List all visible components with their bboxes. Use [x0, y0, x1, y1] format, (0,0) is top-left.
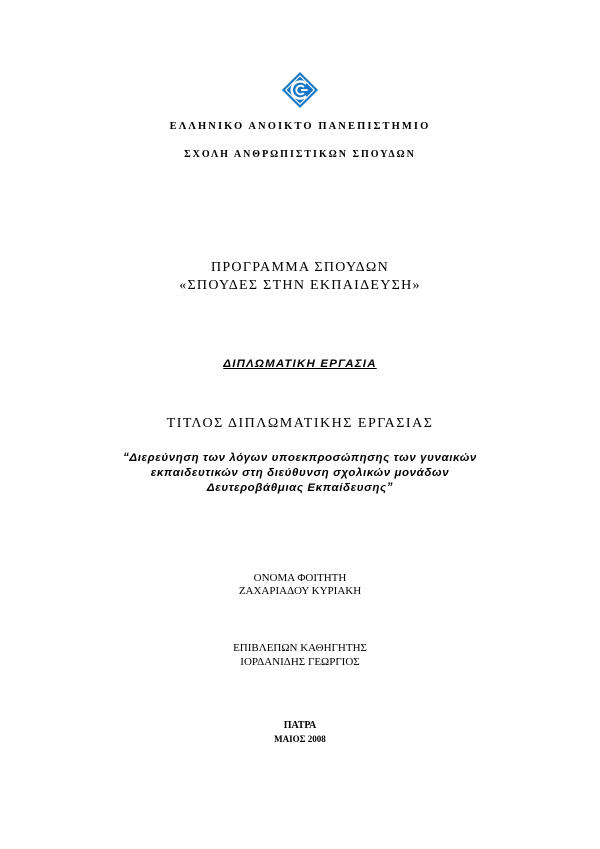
university-logo-icon [281, 71, 319, 109]
supervisor-label: ΕΠΙΒΛΕΠΩΝ ΚΑΘΗΓΗΤΗΣ [233, 642, 367, 654]
program-name: «ΣΠΟΥΔΕΣ ΣΤΗΝ ΕΚΠΑΙΔΕΥΣΗ» [179, 278, 421, 293]
thesis-title-line: εκπαιδευτικών στη διεύθυνση σχολικών μονάδων [150, 467, 450, 479]
supervisor-name: ΙΟΡΔΑΝΙΔΗΣ ΓΕΩΡΓΙΟΣ [240, 656, 360, 668]
city: ΠΑΤΡΑ [283, 720, 317, 731]
date: ΜΑΙΟΣ 2008 [274, 734, 326, 744]
thesis-title-label: ΤΙΤΛΟΣ ΔΙΠΛΩΜΑΤΙΚΗΣ ΕΡΓΑΣΙΑΣ [166, 416, 434, 431]
program-label: ΠΡΟΓΡΑΜΜΑ ΣΠΟΥΔΩΝ [210, 260, 390, 275]
thesis-title-line: Δευτεροβάθμιας Εκπαίδευσης” [206, 482, 394, 494]
school-name: ΣΧΟΛΗ ΑΝΘΡΩΠΙΣΤΙΚΩΝ ΣΠΟΥΔΩΝ [184, 149, 416, 160]
thesis-title-line: “Διερεύνηση των λόγων υποεκπροσώπησης των γυναικών [123, 452, 477, 464]
student-label: ΟΝΟΜΑ ΦΟΙΤΗΤΗ [253, 572, 347, 584]
thesis-heading: ΔΙΠΛΩΜΑΤΙΚΗ ΕΡΓΑΣΙΑ [223, 358, 377, 370]
student-name: ΖΑΧΑΡΙΑΔΟΥ ΚΥΡΙΑΚΗ [238, 585, 362, 597]
university-name: ΕΛΛΗΝΙΚΟ ΑΝΟΙΚΤΟ ΠΑΝΕΠΙΣΤΗΜΙΟ [169, 121, 431, 132]
